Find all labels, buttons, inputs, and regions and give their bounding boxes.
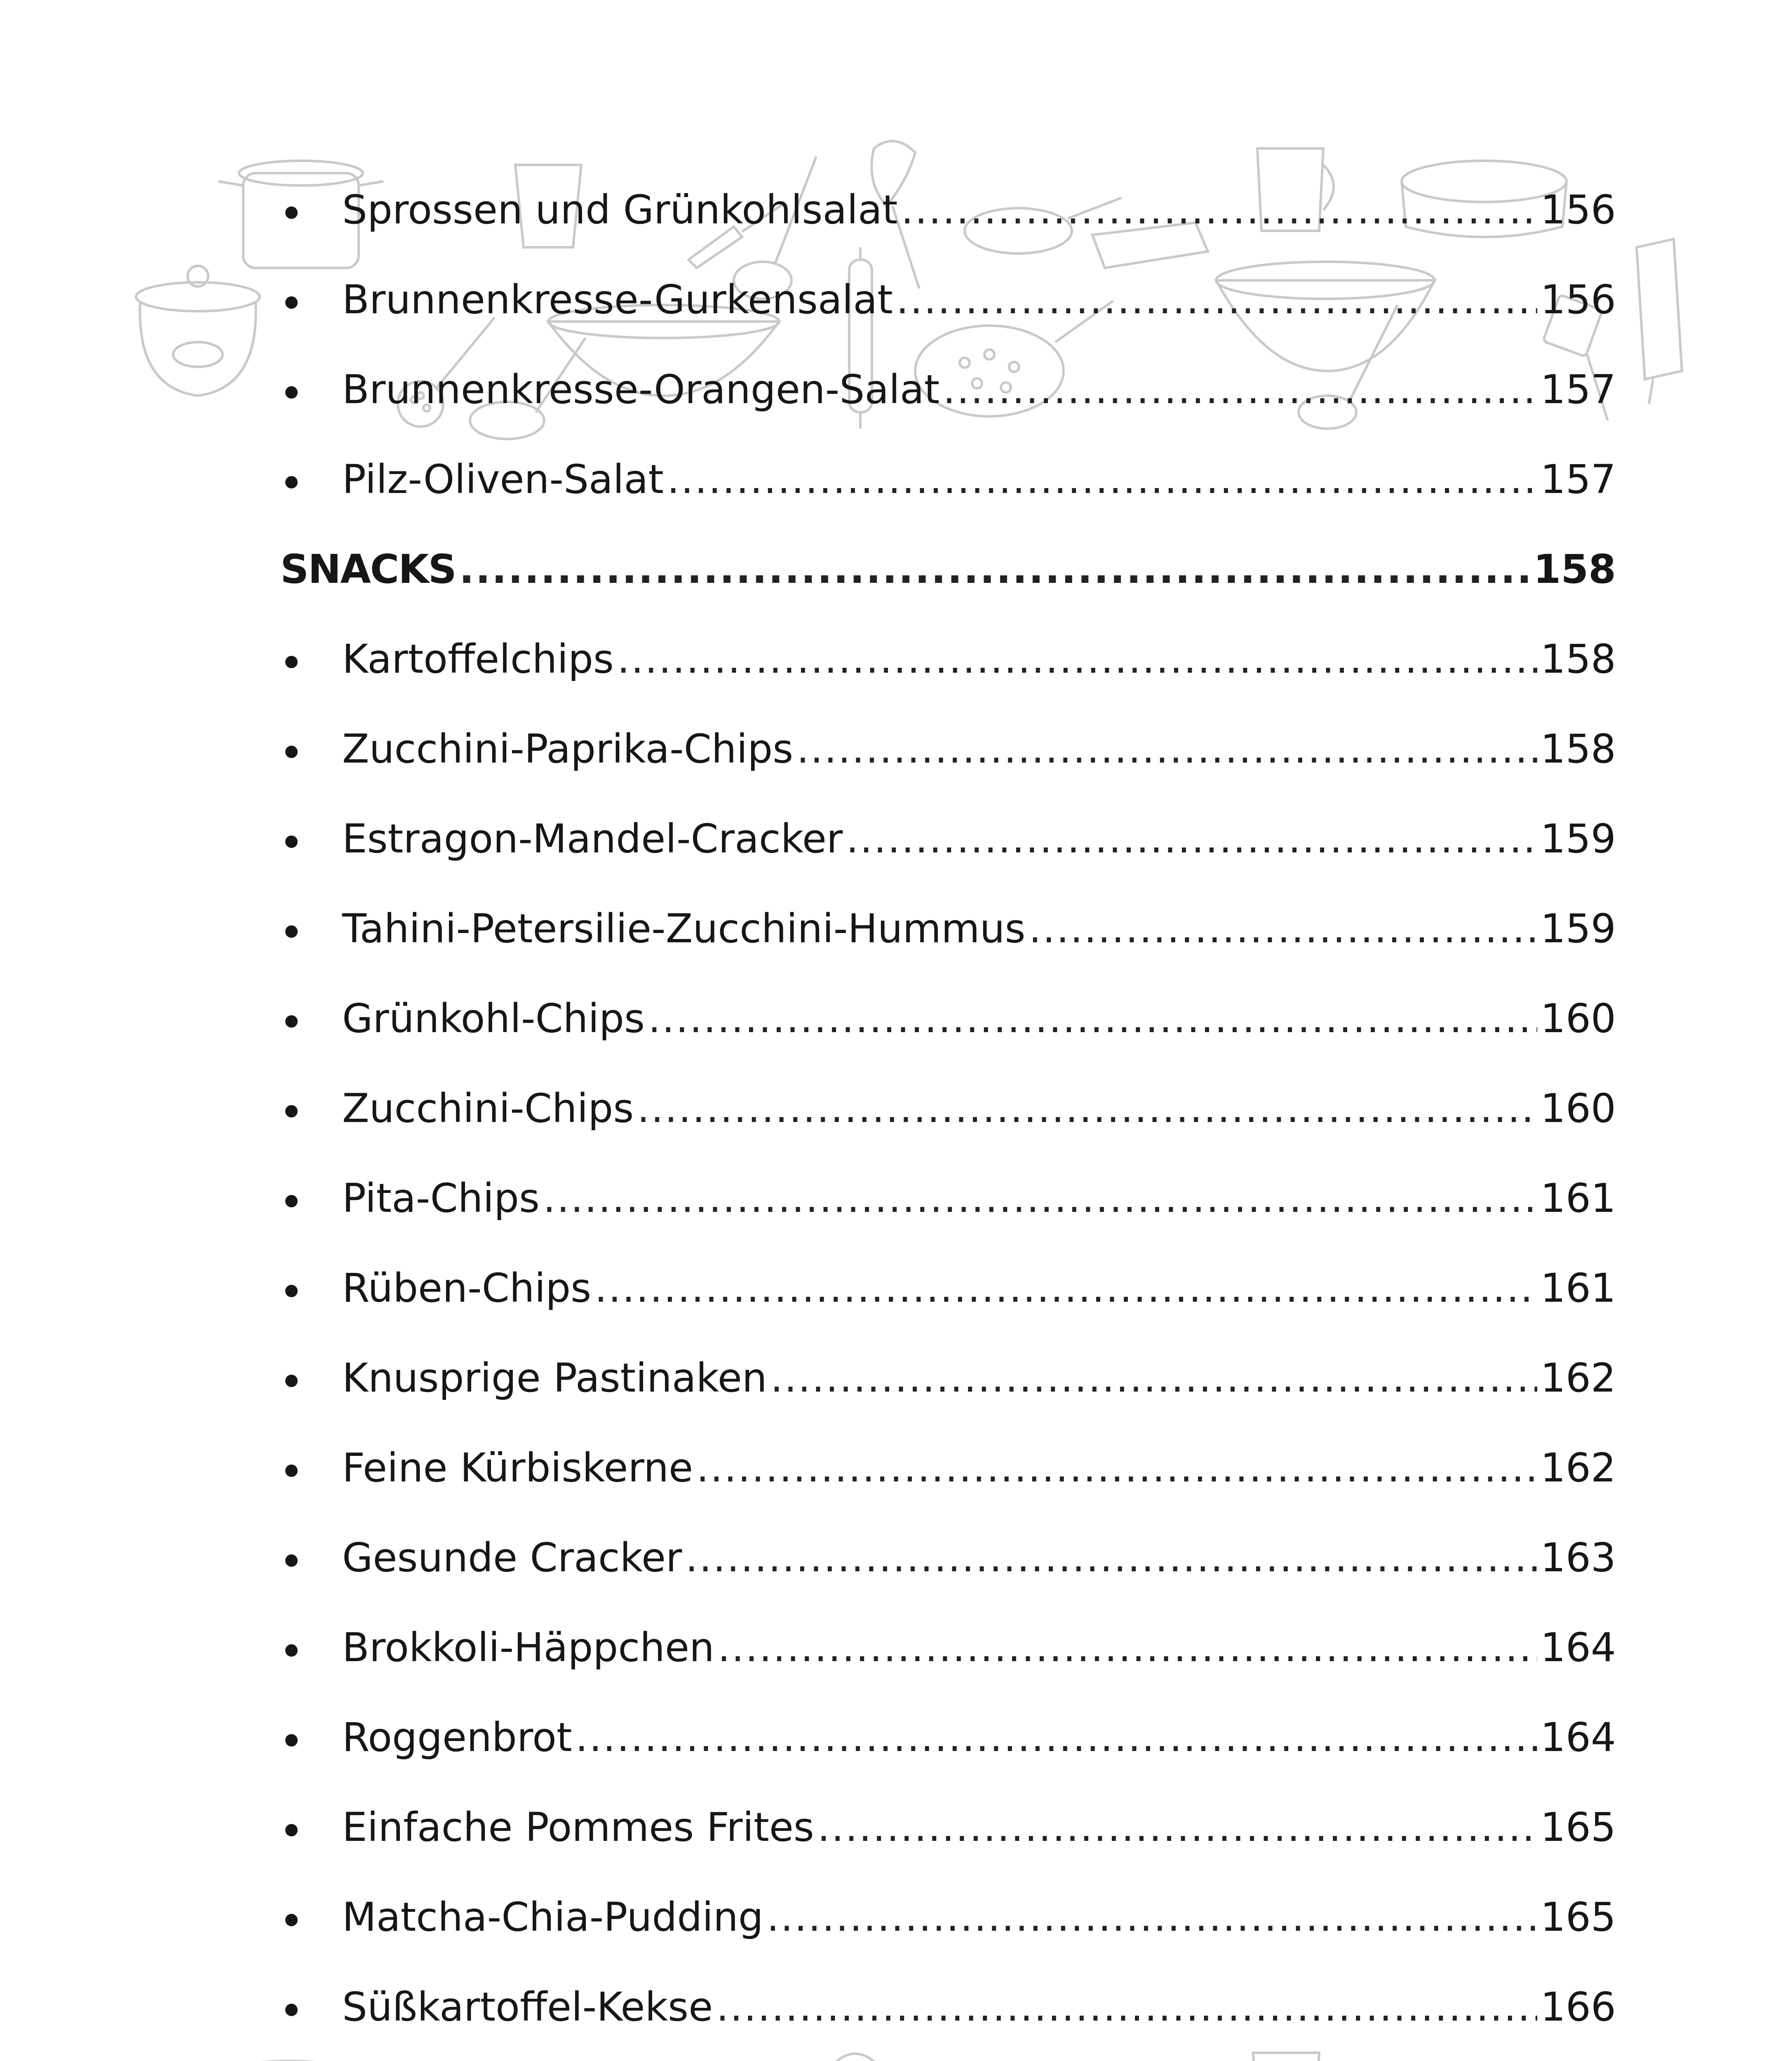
- toc-page-number: 166: [1540, 1984, 1616, 2030]
- bullet-icon: [285, 1105, 298, 1117]
- toc-page-number: 165: [1540, 1804, 1616, 1850]
- toc-entry[interactable]: [280, 434, 1616, 524]
- toc-page-number: 163: [1540, 1535, 1616, 1581]
- toc-entry[interactable]: [280, 974, 1616, 1063]
- toc-entry[interactable]: [280, 345, 1616, 434]
- bullet-icon: [285, 836, 298, 848]
- bullet-icon: [285, 2004, 298, 2016]
- toc-page-number: 162: [1540, 1445, 1616, 1491]
- bullet-icon: [285, 1195, 298, 1207]
- dot-leader: [667, 460, 1537, 499]
- toc-title: Knusprige Pastinaken: [342, 1355, 767, 1401]
- toc-page-number: 156: [1540, 187, 1616, 233]
- toc-title: Grünkohl-Chips: [342, 995, 645, 1042]
- toc-entry[interactable]: [280, 884, 1616, 974]
- toc-entry[interactable]: [280, 1872, 1616, 1962]
- bullet-icon: [285, 476, 298, 488]
- toc-title: Kartoffelchips: [342, 636, 614, 682]
- toc-entry[interactable]: [280, 1423, 1616, 1513]
- toc-page-number: 160: [1540, 995, 1616, 1042]
- toc-page-number: 159: [1540, 906, 1616, 952]
- toc-entry[interactable]: [280, 1603, 1616, 1692]
- table-of-contents: [280, 165, 1616, 2061]
- toc-section-heading[interactable]: [280, 524, 1616, 614]
- toc-title: Brunnenkresse-Orangen-Salat: [342, 366, 940, 413]
- bullet-icon: [285, 1285, 298, 1297]
- toc-page-number: 158: [1540, 636, 1616, 682]
- toc-page-number: 156: [1540, 277, 1616, 323]
- dot-leader: [617, 639, 1537, 679]
- toc-title: Zucchini-Paprika-Chips: [342, 726, 794, 772]
- dot-leader: [594, 1268, 1537, 1308]
- toc-page-number: 161: [1540, 1175, 1616, 1221]
- dot-leader: [1029, 909, 1537, 948]
- toc-title: Tahini-Petersilie-Zucchini-Hummus: [342, 906, 1026, 952]
- toc-page-number: 161: [1540, 1265, 1616, 1311]
- toc-page-number: 158: [1533, 546, 1616, 592]
- toc-title: Sprossen und Grünkohlsalat: [342, 187, 898, 233]
- toc-entry[interactable]: [280, 2052, 1616, 2061]
- toc-entry[interactable]: [280, 1153, 1616, 1243]
- toc-title: Brunnenkresse-Gurkensalat: [342, 277, 893, 323]
- bullet-icon: [285, 296, 298, 309]
- toc-page-number: 164: [1540, 1624, 1616, 1671]
- toc-title: Gesunde Cracker: [342, 1535, 682, 1581]
- dot-leader: [685, 1538, 1537, 1577]
- toc-entry[interactable]: [280, 1782, 1616, 1872]
- bullet-icon: [285, 1554, 298, 1567]
- toc-entry[interactable]: [280, 794, 1616, 884]
- toc-page-number: 164: [1540, 1714, 1616, 1761]
- dot-leader: [901, 190, 1537, 230]
- toc-title: Pilz-Oliven-Salat: [342, 456, 664, 502]
- bullet-icon: [285, 386, 298, 399]
- toc-page-number: 160: [1540, 1085, 1616, 1131]
- bullet-icon: [285, 1644, 298, 1657]
- lidded-pot-icon: [136, 266, 260, 396]
- dot-leader: [718, 1628, 1537, 1667]
- dot-leader: [943, 370, 1537, 409]
- toc-entry[interactable]: [280, 1063, 1616, 1153]
- toc-page-number: 159: [1540, 816, 1616, 862]
- toc-title: Feine Kürbiskerne: [342, 1445, 693, 1491]
- toc-entry[interactable]: [280, 1243, 1616, 1333]
- toc-title: SNACKS: [280, 546, 456, 592]
- dot-leader: [896, 280, 1537, 319]
- bullet-icon: [285, 1914, 298, 1926]
- toc-title: Matcha-Chia-Pudding: [342, 1894, 763, 1940]
- bullet-icon: [285, 656, 298, 668]
- toc-page-number: 157: [1540, 456, 1616, 502]
- toc-entry[interactable]: [280, 1333, 1616, 1423]
- toc-page-number: 157: [1540, 366, 1616, 413]
- bullet-icon: [285, 925, 298, 938]
- bullet-icon: [285, 207, 298, 219]
- toc-entry[interactable]: [280, 1513, 1616, 1603]
- dot-leader: [575, 1718, 1537, 1757]
- dot-leader: [767, 1897, 1537, 1937]
- toc-entry[interactable]: [280, 165, 1616, 255]
- bullet-icon: [285, 1375, 298, 1387]
- toc-entry[interactable]: [280, 614, 1616, 704]
- toc-entry[interactable]: [280, 255, 1616, 345]
- toc-entry[interactable]: [280, 1692, 1616, 1782]
- toc-entry[interactable]: [280, 1962, 1616, 2052]
- bullet-icon: [285, 1465, 298, 1477]
- toc-title: Roggenbrot: [342, 1714, 572, 1761]
- toc-page-number: 162: [1540, 1355, 1616, 1401]
- toc-title: Pita-Chips: [342, 1175, 540, 1221]
- dot-leader: [817, 1807, 1537, 1847]
- dot-leader: [696, 1448, 1537, 1488]
- dot-leader: [716, 1987, 1537, 2027]
- toc-title: Brokkoli-Häppchen: [342, 1624, 714, 1671]
- bullet-icon: [285, 746, 298, 758]
- toc-title: Zucchini-Chips: [342, 1085, 634, 1131]
- toc-title: Einfache Pommes Frites: [342, 1804, 814, 1850]
- toc-title: Estragon-Mandel-Cracker: [342, 816, 843, 862]
- dot-leader: [648, 999, 1537, 1038]
- dot-leader: [770, 1358, 1537, 1398]
- toc-title: Rüben-Chips: [342, 1265, 592, 1311]
- bullet-icon: [285, 1015, 298, 1028]
- toc-title: Süßkartoffel-Kekse: [342, 1984, 713, 2030]
- dot-leader: [846, 819, 1537, 859]
- toc-page-number: 158: [1540, 726, 1616, 772]
- toc-entry[interactable]: [280, 704, 1616, 794]
- dot-leader: [543, 1178, 1537, 1218]
- dot-leader: [637, 1089, 1537, 1128]
- bullet-icon: [285, 1824, 298, 1836]
- toc-page-number: 165: [1540, 1894, 1616, 1940]
- dot-leader: [459, 549, 1530, 589]
- bullet-icon: [285, 1734, 298, 1746]
- grater-icon: [1637, 239, 1682, 404]
- dot-leader: [796, 729, 1537, 769]
